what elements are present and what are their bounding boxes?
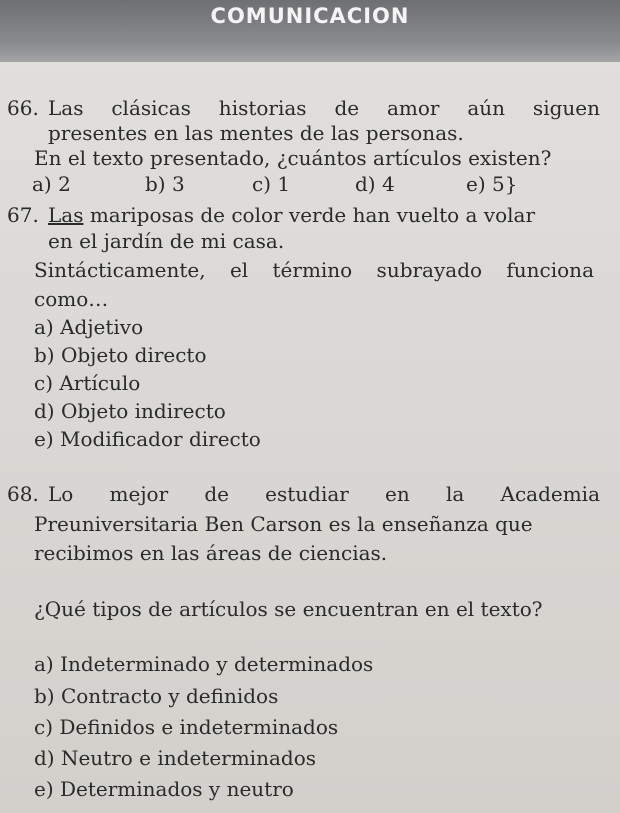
question-67-text-line1-rest: mariposas de color verde han vuelto a volar [83, 203, 536, 227]
q67-option-c[interactable]: c) Artículo [34, 371, 141, 395]
question-66-text-line1: Las clásicas historias de amor aún siguen [48, 96, 600, 120]
question-67-number: 67. [7, 203, 39, 227]
question-68-number: 68. [7, 482, 39, 506]
q68-option-a[interactable]: a) Indeterminado y determinados [34, 652, 374, 676]
underlined-term: Las [48, 203, 84, 227]
q66-option-e[interactable]: e) 5} [466, 172, 518, 196]
q66-option-b[interactable]: b) 3 [145, 172, 185, 196]
question-68-text-line2: Preuniversitaria Ben Carson es la enseñanza que [34, 512, 533, 536]
question-66-number: 66. [7, 96, 39, 120]
question-67-text-line1 [48, 203, 535, 227]
section-title: COMUNICACION [210, 4, 410, 28]
question-68-text-line3: recibimos en las áreas de ciencias. [34, 541, 388, 565]
q67-option-a[interactable]: a) Adjetivo [34, 315, 144, 339]
question-68-prompt: ¿Qué tipos de artículos se encuentran en el texto? [34, 597, 543, 621]
q66-option-a[interactable]: a) 2 [32, 172, 71, 196]
q66-option-c[interactable]: c) 1 [252, 172, 291, 196]
q67-option-e[interactable]: e) Modificador directo [34, 427, 261, 451]
question-67-prompt-line1: Sintácticamente, el término subrayado funciona [34, 258, 594, 282]
question-67-text-line2: en el jardín de mi casa. [48, 229, 285, 253]
q68-option-e[interactable]: e) Determinados y neutro [34, 777, 294, 801]
q66-option-d[interactable]: d) 4 [355, 172, 395, 196]
question-66-options [32, 172, 592, 196]
header-band [0, 0, 620, 62]
question-66-text-line2: presentes en las mentes de las personas. [48, 121, 464, 145]
question-67-prompt-line2: como… [34, 287, 109, 311]
question-66-prompt: En el texto presentado, ¿cuántos artículos existen? [34, 146, 552, 170]
q67-option-b[interactable]: b) Objeto directo [34, 343, 207, 367]
q68-option-c[interactable]: c) Definidos e indeterminados [34, 715, 339, 739]
question-68-text-line1: Lo mejor de estudiar en la Academia [48, 482, 600, 506]
q68-option-d[interactable]: d) Neutro e indeterminados [34, 746, 316, 770]
q67-option-d[interactable]: d) Objeto indirecto [34, 399, 226, 423]
q68-option-b[interactable]: b) Contracto y definidos [34, 684, 279, 708]
